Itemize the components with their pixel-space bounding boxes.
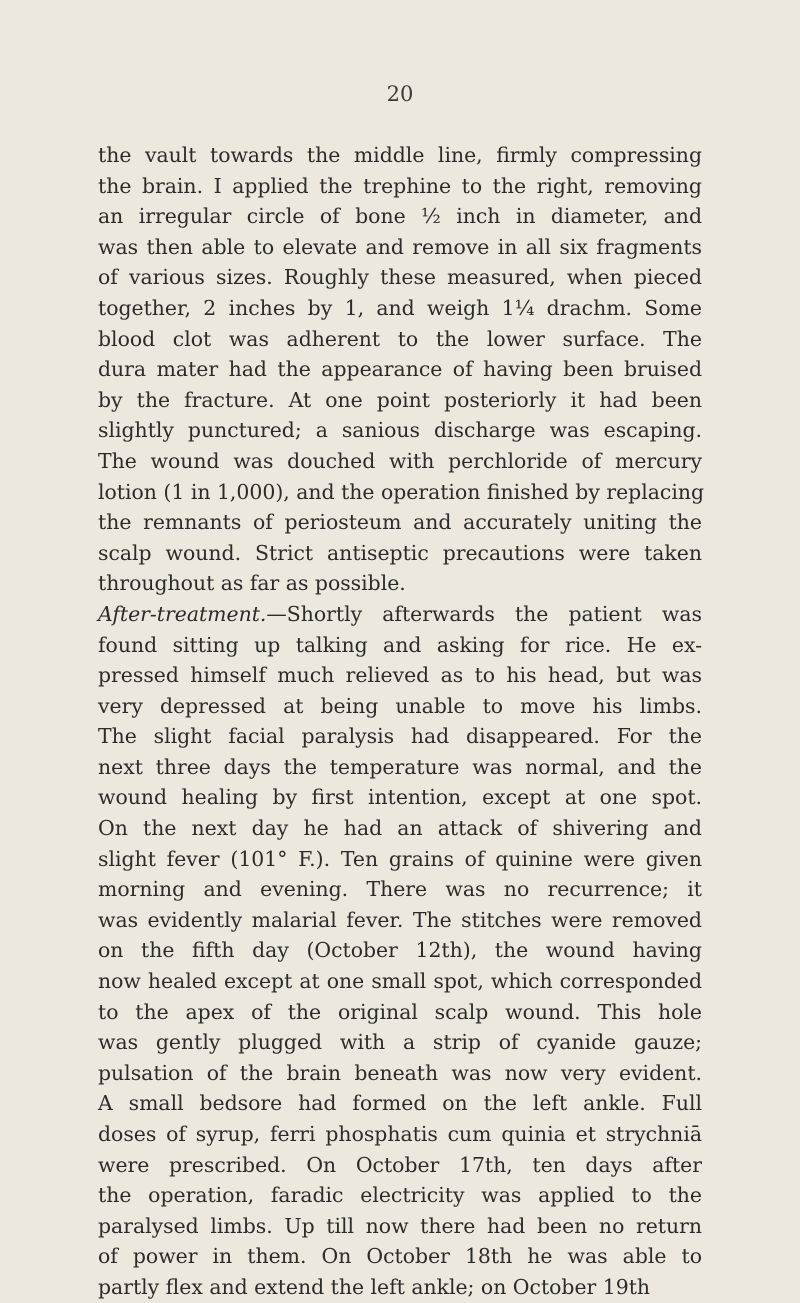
text-line [98, 477, 705, 508]
line-text: was evidently malarial fever. The stitches were removed [98, 907, 702, 932]
text-line [98, 935, 702, 966]
text-line [98, 201, 702, 232]
line-text: the vault towards the middle line, firmly compressing [98, 143, 702, 167]
line-text: paralysed limbs. Up till now there had been no return [98, 1213, 702, 1238]
text-line [98, 905, 702, 936]
text-line [98, 1241, 702, 1272]
text-line [98, 997, 702, 1028]
text-line [98, 1180, 702, 1211]
text-line [98, 354, 702, 385]
line-text: wound healing by first intention, except at one spot. [98, 785, 702, 810]
line-text: was gently plugged with a strip of cyanide gauze; [98, 1030, 702, 1055]
line-text: On the next day he had an attack of shivering and [98, 816, 702, 841]
line-text: scalp wound. Strict antiseptic precautions were taken [98, 540, 702, 565]
text-line [98, 874, 702, 905]
line-text: slightly punctured; a sanious discharge was escaping. [98, 418, 702, 443]
line-text: now healed except at one small spot, which corresponded [98, 969, 702, 994]
text-line [98, 385, 702, 416]
text-line [98, 782, 702, 813]
text-line [98, 966, 702, 997]
text-line [98, 1119, 702, 1150]
text-line [98, 293, 702, 324]
line-text: together, 2 inches by 1, and weigh 1¼ drachm. Some [98, 295, 702, 320]
line-text: found sitting up talking and asking for rice. He ex- [98, 632, 702, 657]
body-text [98, 140, 705, 1303]
text-line [98, 813, 702, 844]
line-text: doses of syrup, ferri phosphatis cum quinia et strychniā [98, 1122, 702, 1146]
line-text: dura mater had the appearance of having been bruised [98, 357, 702, 382]
text-line [98, 1211, 702, 1242]
text-line [98, 415, 702, 446]
text-line [98, 752, 702, 783]
line-text: blood clot was adherent to the lower surface. The [98, 326, 702, 351]
line-text: morning and evening. There was no recurrence; it [98, 877, 702, 902]
text-line [98, 1272, 702, 1303]
line-text: very depressed at being unable to move his limbs. [98, 693, 702, 718]
text-line [98, 446, 702, 477]
text-line [98, 721, 702, 752]
text-line [98, 599, 702, 630]
line-text: the remnants of periosteum and accurately uniting the [98, 510, 702, 535]
text-line [98, 232, 702, 263]
text-line [98, 568, 702, 599]
line-text: The slight facial paralysis had disappeared. For the [98, 724, 702, 749]
text-line [98, 1150, 702, 1181]
line-text: the operation, faradic electricity was applied to the [98, 1183, 702, 1208]
text-line [98, 507, 702, 538]
line-text: an irregular circle of bone ½ inch in diameter, and [98, 204, 702, 229]
line-text: were prescribed. On October 17th, ten days after [98, 1152, 702, 1177]
line-text: pulsation of the brain beneath was now very evident. [98, 1060, 702, 1085]
line-text: by the fracture. At one point posteriorly it had been [98, 387, 702, 412]
text-line [98, 630, 702, 661]
line-text: throughout as far as possible. [98, 571, 406, 596]
line-text: A small bedsore had formed on the left ankle. Full [98, 1091, 702, 1116]
line-text: lotion (1 in 1,000), and the operation finished by replacing [98, 479, 705, 504]
line-text: The wound was douched with perchloride of mercury [98, 448, 702, 473]
line-text: of various sizes. Roughly these measured, when pieced [98, 265, 702, 290]
text-line [98, 660, 702, 691]
text-line [98, 140, 702, 171]
line-text: was then able to elevate and remove in all six fragments [98, 234, 702, 259]
text-line [98, 1058, 702, 1089]
line-text: pressed himself much relieved as to his head, but was [98, 663, 702, 688]
page-number: 20 [386, 82, 414, 106]
line-text: on the fifth day (October 12th), the wound having [98, 938, 702, 963]
text-line [98, 324, 702, 355]
line-text: to the apex of the original scalp wound. This hole [98, 999, 702, 1024]
text-line [98, 844, 702, 875]
line-text: of power in them. On October 18th he was able to [98, 1244, 702, 1269]
line-text: —Shortly afterwards the patient was [266, 601, 702, 626]
text-line [98, 1027, 702, 1058]
text-line [98, 691, 702, 722]
text-line [98, 262, 702, 293]
line-text: partly flex and extend the left ankle; on October 19th [98, 1274, 651, 1299]
line-text: next three days the temperature was normal, and the [98, 754, 702, 779]
section-heading: After-treatment. [98, 601, 267, 626]
text-line [98, 538, 702, 569]
line-text: the brain. I applied the trephine to the right, removing [98, 173, 702, 198]
line-text: slight fever (101° F.). Ten grains of quinine were given [98, 846, 702, 871]
text-line [98, 1088, 702, 1119]
text-line [98, 171, 702, 202]
